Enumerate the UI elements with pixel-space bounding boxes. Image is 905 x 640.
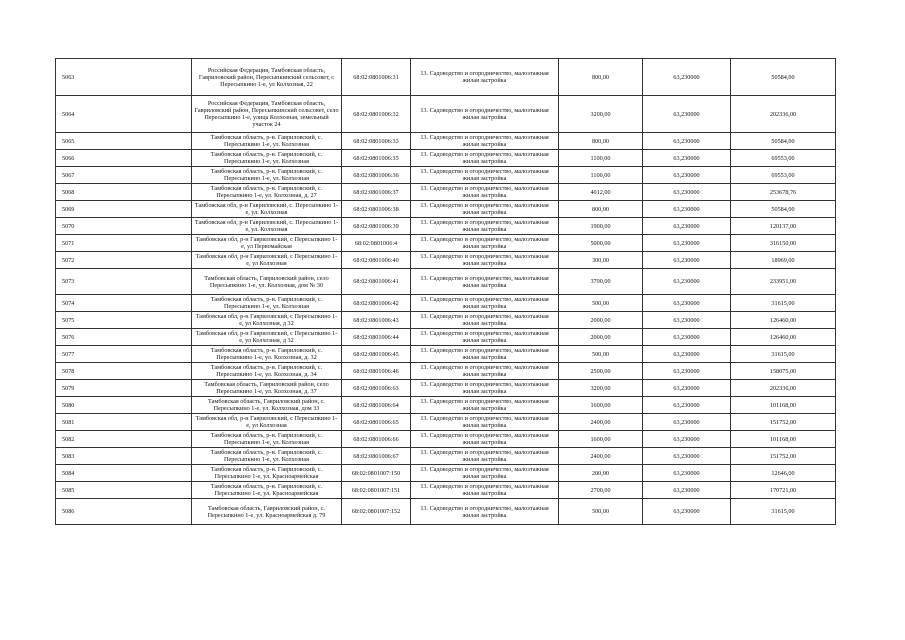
address-cell: Тамбовская область, р-н. Гавриловский, с. Пересыпкино 1-е, ул. Колхозная — [192, 133, 342, 150]
land-use-cell: 13. Садоводство и огородничество, малоэтажная жилая застройка — [411, 167, 559, 184]
row-number: 5075 — [56, 312, 192, 329]
rate-cell: 63,230000 — [643, 312, 731, 329]
cadastral-number-cell: 68:02:0801006:45 — [342, 346, 411, 363]
land-use-cell: 13. Садоводство и огородничество, малоэтажная жилая застройка — [411, 96, 559, 133]
cadastral-number-cell: 68:02:0801006:40 — [342, 252, 411, 269]
cost-cell: 101168,00 — [731, 431, 836, 448]
table-row — [56, 59, 836, 96]
area-cell: 3700,00 — [559, 269, 643, 295]
cadastral-number-cell: 68:02:0801006:63 — [342, 380, 411, 397]
cadastral-number-cell: 68:02:0801006:39 — [342, 218, 411, 235]
address-cell: Тамбовская обл, р-н Гавриловский, с. Пересыпкино 1-е, ул. Колхозная — [192, 218, 342, 235]
land-use-cell: 13. Садоводство и огородничество, малоэтажная жилая застройка — [411, 201, 559, 218]
table-row — [56, 414, 836, 431]
area-cell: 300,00 — [559, 252, 643, 269]
rate-cell: 63,230000 — [643, 363, 731, 380]
land-use-cell: 13. Садоводство и огородничество, малоэтажная жилая застройка — [411, 150, 559, 167]
cadastral-number-cell: 68:02:0801006:4 — [342, 235, 411, 252]
land-use-cell: 13. Садоводство и огородничество, малоэтажная жилая застройка — [411, 59, 559, 96]
address-cell: Тамбовская обл, р-н Гавриловский, с Пересыпкино 1-е, ул Колхозная, д 32 — [192, 329, 342, 346]
table-row — [56, 184, 836, 201]
table-row — [56, 295, 836, 312]
cost-cell: 233951,00 — [731, 269, 836, 295]
cost-cell: 101168,00 — [731, 397, 836, 414]
rate-cell: 63,230000 — [643, 201, 731, 218]
area-cell: 2000,00 — [559, 312, 643, 329]
cadastral-number-cell: 68:02:0801007:150 — [342, 465, 411, 482]
cost-cell: 126460,00 — [731, 329, 836, 346]
table-row — [56, 380, 836, 397]
land-use-cell: 13. Садоводство и огородничество, малоэтажная жилая застройка — [411, 269, 559, 295]
cost-cell: 151752,00 — [731, 414, 836, 431]
row-number: 5067 — [56, 167, 192, 184]
cadastral-number-cell: 68:02:0801006:46 — [342, 363, 411, 380]
cost-cell: 69553,00 — [731, 167, 836, 184]
cadastral-number-cell: 68:02:0801006:41 — [342, 269, 411, 295]
cadastral-number-cell: 68:02:0801006:67 — [342, 448, 411, 465]
address-cell: Тамбовская область, р-н. Гавриловский, с. Пересыпкино 1-е, ул. Колхозная, д. 32 — [192, 346, 342, 363]
cost-cell: 120137,00 — [731, 218, 836, 235]
cost-cell: 202336,00 — [731, 380, 836, 397]
row-number: 5083 — [56, 448, 192, 465]
land-use-cell: 13. Садоводство и огородничество, малоэтажная жилая застройка — [411, 235, 559, 252]
cost-cell: 18969,00 — [731, 252, 836, 269]
cadastral-number-cell: 68:02:0801007:152 — [342, 499, 411, 525]
cadastral-number-cell: 68:02:0801006:64 — [342, 397, 411, 414]
row-number: 5069 — [56, 201, 192, 218]
address-cell: Тамбовская область, Гавриловский район, село Пересыпкино 1-е, ул. Колхозная, д. 37 — [192, 380, 342, 397]
cadastral-number-cell: 68:02:0801006:35 — [342, 150, 411, 167]
table-row — [56, 235, 836, 252]
rate-cell: 63,230000 — [643, 346, 731, 363]
address-cell: Тамбовская обл, р-н Гавриловский, с Пересыпкино 1-е, ул Первомайская — [192, 235, 342, 252]
area-cell: 5000,00 — [559, 235, 643, 252]
land-use-cell: 13. Садоводство и огородничество, малоэтажная жилая застройка — [411, 346, 559, 363]
rate-cell: 63,230000 — [643, 96, 731, 133]
area-cell: 2400,00 — [559, 414, 643, 431]
cost-cell: 31615,00 — [731, 346, 836, 363]
area-cell: 1100,00 — [559, 150, 643, 167]
address-cell: Тамбовская область, р-н. Гавриловский, с. Пересыпкино 1-е, ул. Красноармейская — [192, 465, 342, 482]
cost-cell: 12646,00 — [731, 465, 836, 482]
area-cell: 800,00 — [559, 201, 643, 218]
address-cell: Российская Федерация, Тамбовская область, Гавриловский район, Пересыпкинский сельсовет, село Пересыпкино 1-е, улица Колхозная, земельный участок 24 — [192, 96, 342, 133]
table-row — [56, 465, 836, 482]
rate-cell: 63,230000 — [643, 380, 731, 397]
rate-cell: 63,230000 — [643, 218, 731, 235]
area-cell: 1600,00 — [559, 431, 643, 448]
cost-cell: 50584,00 — [731, 59, 836, 96]
rate-cell: 63,230000 — [643, 448, 731, 465]
area-cell: 2400,00 — [559, 448, 643, 465]
cost-cell: 69553,00 — [731, 150, 836, 167]
row-number: 5085 — [56, 482, 192, 499]
land-use-cell: 13. Садоводство и огородничество, малоэтажная жилая застройка — [411, 218, 559, 235]
land-use-cell: 13. Садоводство и огородничество, малоэтажная жилая застройка — [411, 329, 559, 346]
table-row — [56, 269, 836, 295]
row-number: 5074 — [56, 295, 192, 312]
cadastral-table — [55, 58, 836, 525]
area-cell: 2700,00 — [559, 482, 643, 499]
area-cell: 3200,00 — [559, 380, 643, 397]
row-number: 5070 — [56, 218, 192, 235]
table-row — [56, 96, 836, 133]
table-row — [56, 329, 836, 346]
document-page — [55, 58, 835, 525]
land-use-cell: 13. Садоводство и огородничество, малоэтажная жилая застройка — [411, 295, 559, 312]
cadastral-number-cell: 68:02:0801006:65 — [342, 414, 411, 431]
rate-cell: 63,230000 — [643, 431, 731, 448]
land-use-cell: 13. Садоводство и огородничество, малоэтажная жилая застройка — [411, 312, 559, 329]
cost-cell: 158075,00 — [731, 363, 836, 380]
rate-cell: 63,230000 — [643, 150, 731, 167]
land-use-cell: 13. Садоводство и огородничество, малоэтажная жилая застройка — [411, 133, 559, 150]
address-cell: Тамбовская область, р-н. Гавриловский, с. Пересыпкино 1-е, ул. Колхозная — [192, 431, 342, 448]
rate-cell: 63,230000 — [643, 167, 731, 184]
rate-cell: 63,230000 — [643, 269, 731, 295]
table-row — [56, 448, 836, 465]
address-cell: Тамбовская обл, р-н Гавриловский, с Пересыпкино 1-е, ул Колхозная — [192, 414, 342, 431]
table-row — [56, 499, 836, 525]
land-use-cell: 13. Садоводство и огородничество, малоэтажная жилая застройка — [411, 448, 559, 465]
row-number: 5079 — [56, 380, 192, 397]
row-number: 5068 — [56, 184, 192, 201]
area-cell: 800,00 — [559, 59, 643, 96]
area-cell: 500,00 — [559, 499, 643, 525]
cost-cell: 50584,00 — [731, 201, 836, 218]
table-row — [56, 201, 836, 218]
row-number: 5063 — [56, 59, 192, 96]
row-number: 5080 — [56, 397, 192, 414]
rate-cell: 63,230000 — [643, 235, 731, 252]
address-cell: Тамбовская область, р-н. Гавриловский, с. Пересыпкино 1-е, ул. Колхозная — [192, 295, 342, 312]
row-number: 5084 — [56, 465, 192, 482]
table-row — [56, 133, 836, 150]
row-number: 5076 — [56, 329, 192, 346]
row-number: 5064 — [56, 96, 192, 133]
row-number: 5082 — [56, 431, 192, 448]
area-cell: 500,00 — [559, 346, 643, 363]
area-cell: 800,00 — [559, 133, 643, 150]
cadastral-number-cell: 68:02:0801006:36 — [342, 167, 411, 184]
table-row — [56, 167, 836, 184]
cost-cell: 316150,00 — [731, 235, 836, 252]
cadastral-number-cell: 68:02:0801006:42 — [342, 295, 411, 312]
table-row — [56, 150, 836, 167]
rate-cell: 63,230000 — [643, 329, 731, 346]
address-cell: Тамбовская область, р-н. Гавриловский, с. Пересыпкино 1-е, ул. Колхозная — [192, 448, 342, 465]
table-row — [56, 482, 836, 499]
cost-cell: 50584,00 — [731, 133, 836, 150]
row-number: 5078 — [56, 363, 192, 380]
land-use-cell: 13. Садоводство и огородничество, малоэтажная жилая застройка — [411, 363, 559, 380]
land-use-cell: 13. Садоводство и огородничество, малоэтажная жилая застройка — [411, 431, 559, 448]
cost-cell: 202336,00 — [731, 96, 836, 133]
row-number: 5071 — [56, 235, 192, 252]
area-cell: 1900,00 — [559, 218, 643, 235]
cadastral-number-cell: 68:02:0801006:33 — [342, 133, 411, 150]
rate-cell: 63,230000 — [643, 295, 731, 312]
table-row — [56, 346, 836, 363]
rate-cell: 63,230000 — [643, 397, 731, 414]
address-cell: Тамбовская обл, р-н Гавриловский, с Пересыпкино 1-е, ул Колхозная, д 32 — [192, 312, 342, 329]
land-use-cell: 13. Садоводство и огородничество, малоэтажная жилая застройка — [411, 482, 559, 499]
cadastral-number-cell: 68:02:0801006:32 — [342, 96, 411, 133]
area-cell: 500,00 — [559, 295, 643, 312]
land-use-cell: 13. Садоводство и огородничество, малоэтажная жилая застройка — [411, 252, 559, 269]
table-row — [56, 218, 836, 235]
table-row — [56, 312, 836, 329]
land-use-cell: 13. Садоводство и огородничество, малоэтажная жилая застройка — [411, 397, 559, 414]
address-cell: Тамбовская обл, р-н Гавриловский, с. Пересыпкино 1-е, ул. Колхозная — [192, 201, 342, 218]
cadastral-number-cell: 68:02:0801007:151 — [342, 482, 411, 499]
cadastral-number-cell: 68:02:0801006:43 — [342, 312, 411, 329]
rate-cell: 63,230000 — [643, 465, 731, 482]
area-cell: 3200,00 — [559, 96, 643, 133]
area-cell: 2500,00 — [559, 363, 643, 380]
rate-cell: 63,230000 — [643, 252, 731, 269]
address-cell: Российская Федерация, Тамбовская область, Гавриловский район, Пересыпкинский сельсовет, с Пересыпкино 1-е, ул Колхозная, 22 — [192, 59, 342, 96]
cadastral-number-cell: 68:02:0801006:31 — [342, 59, 411, 96]
rate-cell: 63,230000 — [643, 133, 731, 150]
area-cell: 200,00 — [559, 465, 643, 482]
cost-cell: 253678,76 — [731, 184, 836, 201]
rate-cell: 63,230000 — [643, 499, 731, 525]
address-cell: Тамбовская область, р-н. Гавриловский, с. Пересыпкино 1-е, ул. Колхозная — [192, 150, 342, 167]
cadastral-number-cell: 68:02:0801006:37 — [342, 184, 411, 201]
cost-cell: 170721,00 — [731, 482, 836, 499]
row-number: 5086 — [56, 499, 192, 525]
cadastral-number-cell: 68:02:0801006:66 — [342, 431, 411, 448]
row-number: 5077 — [56, 346, 192, 363]
cadastral-number-cell: 68:02:0801006:44 — [342, 329, 411, 346]
area-cell: 1100,00 — [559, 167, 643, 184]
cost-cell: 151752,00 — [731, 448, 836, 465]
address-cell: Тамбовская область, р-н. Гавриловский, с. Пересыпкино 1-е, ул. Колхозная — [192, 167, 342, 184]
table-row — [56, 363, 836, 380]
land-use-cell: 13. Садоводство и огородничество, малоэтажная жилая застройка — [411, 414, 559, 431]
rate-cell: 63,230000 — [643, 59, 731, 96]
cost-cell: 126460,00 — [731, 312, 836, 329]
address-cell: Тамбовская обл, р-н Гавриловский, с Пересыпкино 1-е, ул Колхозная — [192, 252, 342, 269]
land-use-cell: 13. Садоводство и огородничество, малоэтажная жилая застройка — [411, 499, 559, 525]
address-cell: Тамбовская область, р-н. Гавриловский, с. Пересыпкино 1-е, ул. Колхозная, д. 34 — [192, 363, 342, 380]
land-use-cell: 13. Садоводство и огородничество, малоэтажная жилая застройка — [411, 184, 559, 201]
rate-cell: 63,230000 — [643, 482, 731, 499]
row-number: 5081 — [56, 414, 192, 431]
row-number: 5066 — [56, 150, 192, 167]
address-cell: Тамбовская область, Гавриловский район, с. Пересыпкино 1-е, ул. Красноармейская д. 79 — [192, 499, 342, 525]
address-cell: Тамбовская область, р-н. Гавриловский, с. Пересыпкино 1-е, ул. Красноармейская — [192, 482, 342, 499]
rate-cell: 63,230000 — [643, 414, 731, 431]
table-row — [56, 397, 836, 414]
row-number: 5072 — [56, 252, 192, 269]
cost-cell: 31615,00 — [731, 499, 836, 525]
row-number: 5065 — [56, 133, 192, 150]
row-number: 5073 — [56, 269, 192, 295]
table-row — [56, 431, 836, 448]
address-cell: Тамбовская область, Гавриловский район, село Пересыпкино 1-е, ул. Колхозная, дом № 30 — [192, 269, 342, 295]
address-cell: Тамбовская область, р-н. Гавриловский, с. Пересыпкино 1-е, ул. Колхозная, д. 27 — [192, 184, 342, 201]
rate-cell: 63,230000 — [643, 184, 731, 201]
cost-cell: 31615,00 — [731, 295, 836, 312]
land-use-cell: 13. Садоводство и огородничество, малоэтажная жилая застройка — [411, 465, 559, 482]
land-use-cell: 13. Садоводство и огородничество, малоэтажная жилая застройка — [411, 380, 559, 397]
address-cell: Тамбовская область, Гавриловский район, с. Пересыпкино 1-е, ул. Колхозная, дом 33 — [192, 397, 342, 414]
table-row — [56, 252, 836, 269]
area-cell: 4012,00 — [559, 184, 643, 201]
table-body — [56, 59, 836, 525]
area-cell: 1600,00 — [559, 397, 643, 414]
cadastral-number-cell: 68:02:0801006:38 — [342, 201, 411, 218]
area-cell: 2000,00 — [559, 329, 643, 346]
